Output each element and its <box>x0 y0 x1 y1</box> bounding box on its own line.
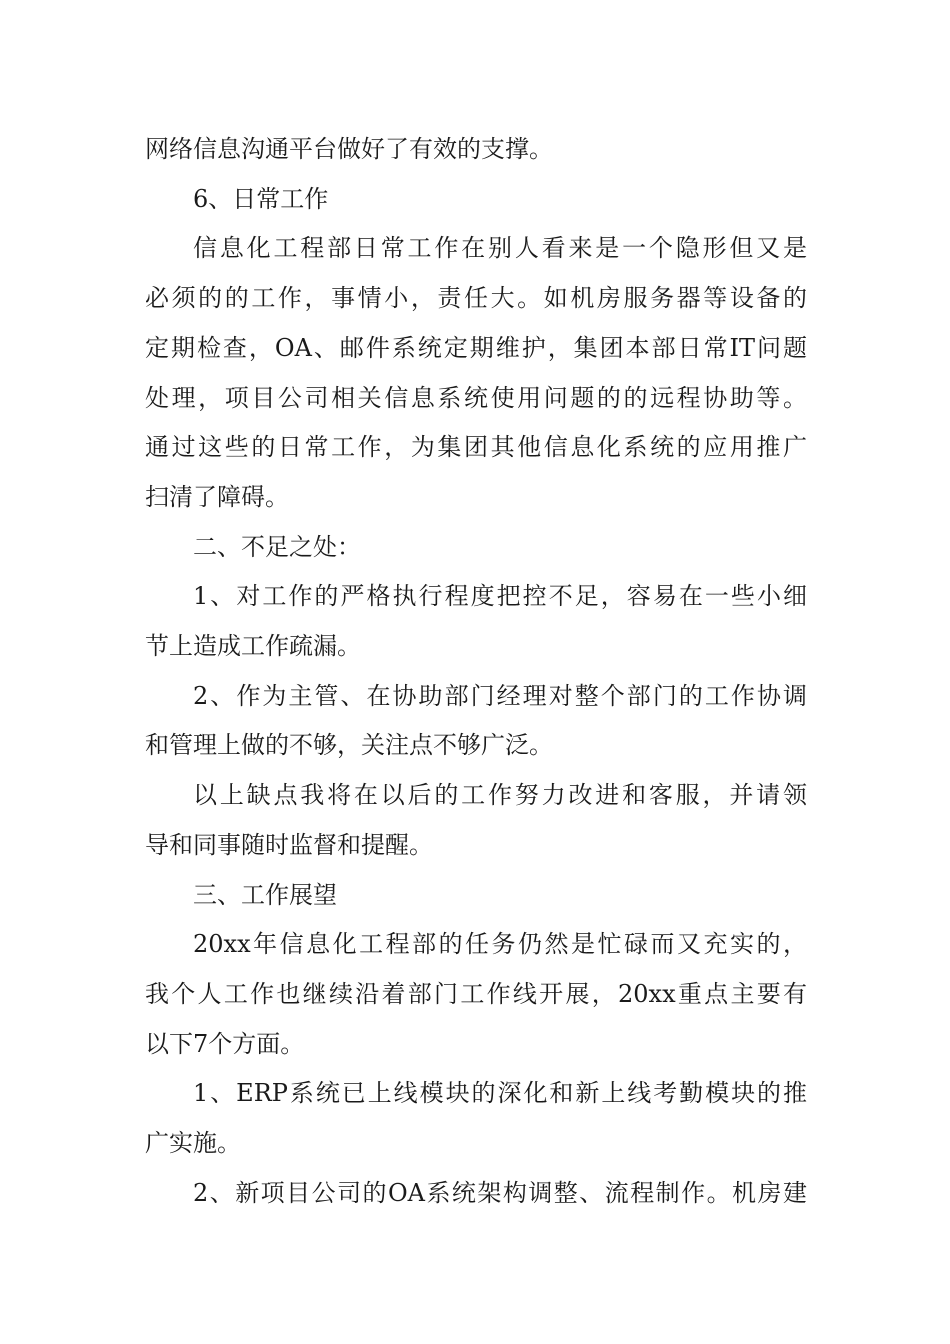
document-body <box>145 125 807 1218</box>
text-line: 扫清了障碍。 <box>145 482 289 511</box>
section-heading-daily-work: 6、日常工作 <box>193 184 329 213</box>
text-line: 处理，项目公司相关信息系统使用问题的的远程协助等。 <box>145 383 807 412</box>
text-line: 20xx年信息化工程部的任务仍然是忙碌而又充实的， <box>193 930 807 959</box>
text-line: 2、作为主管、在协助部门经理对整个部门的工作协调 <box>193 681 807 710</box>
text-line: 1、ERP系统已上线模块的深化和新上线考勤模块的推 <box>193 1079 807 1108</box>
text-line: 1、对工作的严格执行程度把控不足，容易在一些小细 <box>193 582 807 611</box>
text-line: 2、新项目公司的OA系统架构调整、流程制作。机房建 <box>193 1178 807 1207</box>
text-line: 我个人工作也继续沿着部门工作线开展，20xx重点主要有 <box>145 979 807 1008</box>
text-line: 必须的的工作，事情小，责任大。如机房服务器等设备的 <box>145 284 807 313</box>
text-line: 以上缺点我将在以后的工作努力改进和客服，并请领 <box>193 781 807 810</box>
text-line: 定期检查，OA、邮件系统定期维护，集团本部日常IT问题 <box>145 333 807 362</box>
text-line: 节上造成工作疏漏。 <box>145 632 361 661</box>
text-line: 网络信息沟通平台做好了有效的支撑。 <box>145 135 553 163</box>
text-line: 和管理上做的不够，关注点不够广泛。 <box>145 731 553 760</box>
text-line: 以下7个方面。 <box>145 1029 305 1058</box>
section-heading-outlook: 三、工作展望 <box>193 880 337 909</box>
text-line: 广实施。 <box>145 1129 241 1158</box>
section-heading-shortcomings: 二、不足之处： <box>193 532 361 561</box>
text-line: 通过这些的日常工作，为集团其他信息化系统的应用推广 <box>145 433 807 462</box>
text-line: 导和同事随时监督和提醒。 <box>145 830 433 859</box>
text-line: 信息化工程部日常工作在别人看来是一个隐形但又是 <box>193 234 807 263</box>
